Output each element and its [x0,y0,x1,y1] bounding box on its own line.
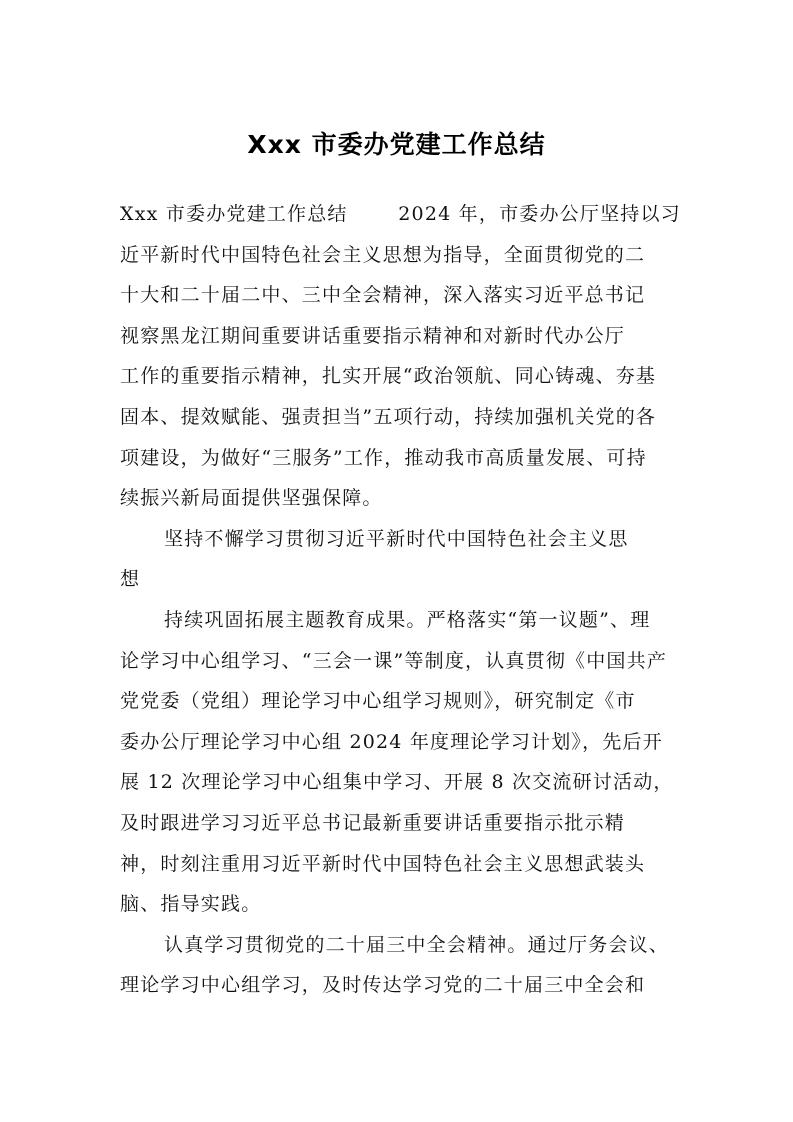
text-line: 近平新时代中国特色社会主义思想为指导，全面贯彻党的二 [120,243,646,266]
paragraph-section-heading [120,519,685,600]
text-line: 神，时刻注重用习近平新时代中国特色社会主义思想武装头 [120,852,646,875]
text-line: Xxx 市委办党建工作总结 2024 年，市委办公厅坚持以习 [120,203,681,225]
paragraph-theme-education [120,600,685,925]
text-line: 委办公厅理论学习中心组 2024 年度理论学习计划》，先后开 [120,730,663,753]
text-line: 续振兴新局面提供坚强保障。 [120,487,383,510]
text-line: 十大和二十届二中、三中全会精神，深入落实习近平总书记 [120,284,646,307]
text-line: 持续巩固拓展主题教育成果。严格落实“第一议题”、理 [164,608,651,631]
text-line: 论学习中心组学习、“三会一课”等制度，认真贯彻《中国共产 [120,649,668,672]
text-line: 理论学习中心组学习，及时传达学习党的二十届三中全会和 [120,974,646,997]
text-line: 党党委（党组）理论学习中心组学习规则》，研究制定《市 [120,690,636,713]
text-line: 展 12 次理论学习中心组集中学习、开展 8 次交流研讨活动， [120,771,674,794]
text-line: 脑、指导实践。 [120,893,262,916]
text-line: 项建设，为做好“三服务”工作，推动我市高质量发展、可持 [120,446,647,469]
text-line: 想 [120,568,141,591]
text-line: 及时跟进学习习近平总书记最新重要讲话重要指示批示精 [120,811,626,834]
text-line: 视察黑龙江期间重要讲话重要指示精神和对新时代办公厅 [120,324,626,347]
text-line: 固本、提效赋能、强责担当”五项行动，持续加强机关党的各 [120,405,657,428]
paragraph-intro [120,194,685,519]
paragraph-plenary-session [120,925,685,1006]
text-line: 认真学习贯彻党的二十届三中全会精神。通过厅务会议、 [164,933,670,956]
text-line: 工作的重要指示精神，扎实开展“政治领航、同心铸魂、夯基 [120,365,657,388]
document-body [120,194,685,1006]
document-title: Xxx 市委办党建工作总结 [247,130,546,159]
text-line: 坚持不懈学习贯彻习近平新时代中国特色社会主义思 [164,527,629,550]
